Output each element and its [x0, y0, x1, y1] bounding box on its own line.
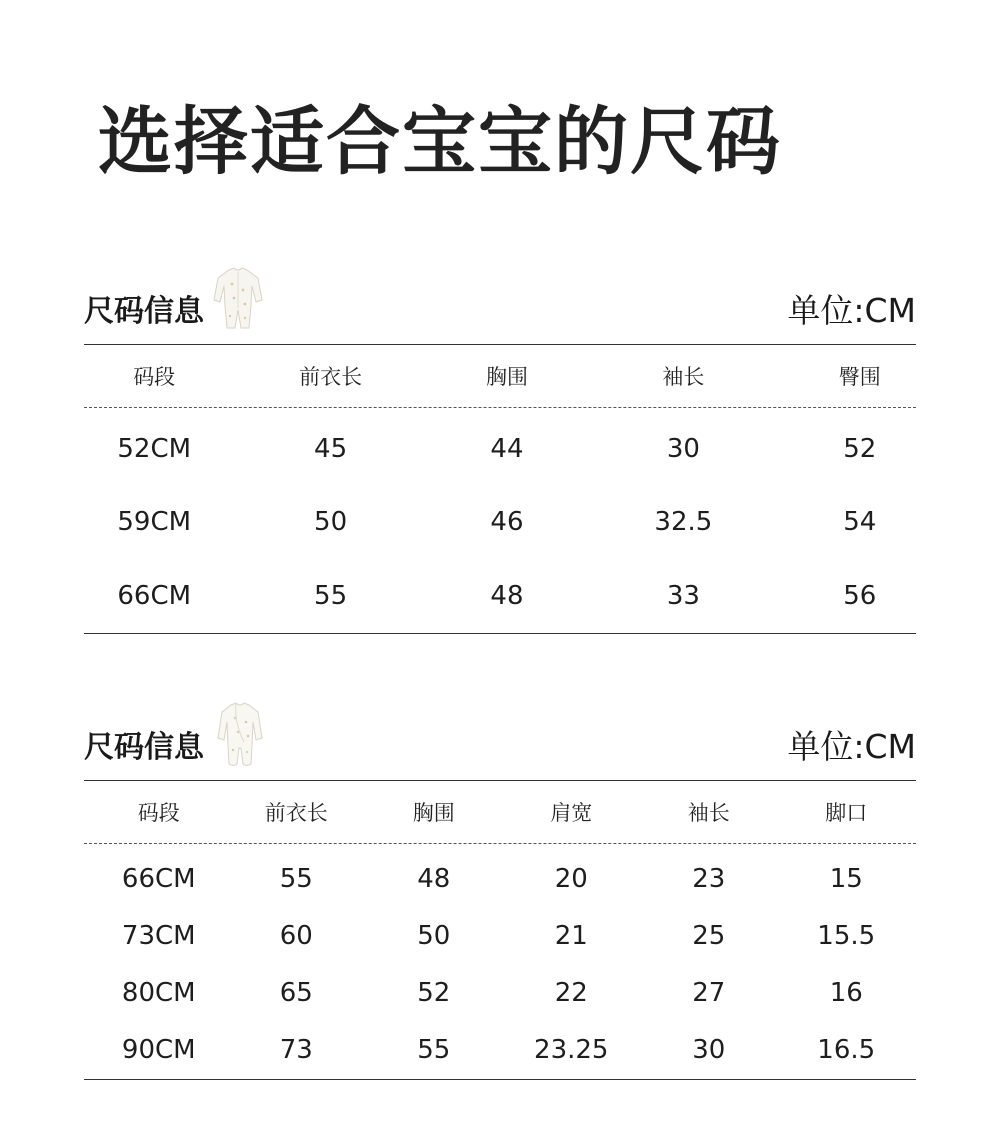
table-cell: 55: [314, 580, 348, 611]
table-cell: 80CM: [121, 977, 196, 1008]
table-cell: 27: [692, 977, 726, 1008]
section-header: [84, 698, 916, 780]
column-header: 肩宽: [550, 801, 593, 825]
table-cell: 60: [279, 920, 313, 951]
column-header: 袖长: [662, 365, 705, 389]
table-row: [84, 486, 916, 560]
table-row: [84, 559, 916, 633]
table-cell: 30: [666, 433, 700, 464]
size-section-1: [84, 262, 916, 634]
page-title: 选择适合宝宝的尺码: [98, 99, 782, 185]
table-header-row: [84, 781, 916, 844]
column-header: 胸围: [412, 801, 455, 825]
column-header: 前衣长: [299, 365, 363, 389]
table-cell: 23: [692, 863, 726, 894]
table-row: [84, 907, 916, 964]
column-header: 臀围: [838, 365, 881, 389]
table-cell: 90CM: [121, 1035, 196, 1066]
section-header: [84, 262, 916, 344]
column-header: 前衣长: [264, 801, 328, 825]
size-table: [84, 780, 916, 1080]
size-section-2: [84, 698, 916, 1080]
table-row: [84, 412, 916, 486]
table-cell: 55: [417, 1035, 451, 1066]
table-cell: 54: [843, 507, 877, 538]
table-header-row: [84, 345, 916, 408]
unit-label: 单位:CM: [787, 291, 916, 330]
table-cell: 44: [490, 433, 524, 464]
long-sleeve-romper-icon: [212, 266, 264, 332]
table-cell: 22: [554, 977, 588, 1008]
table-cell: 25: [692, 920, 726, 951]
table-cell: 52CM: [117, 433, 192, 464]
table-cell: 48: [417, 863, 451, 894]
column-header: 胸围: [485, 365, 528, 389]
table-cell: 15: [829, 863, 863, 894]
column-header: 码段: [137, 801, 180, 825]
table-body: [84, 844, 916, 1079]
unit-label: 单位:CM: [787, 727, 916, 766]
table-cell: 52: [417, 977, 451, 1008]
table-row: [84, 850, 916, 907]
table-cell: 55: [279, 863, 313, 894]
section-label: 尺码信息: [84, 730, 204, 765]
table-row: [84, 964, 916, 1021]
footed-romper-icon: [214, 702, 266, 768]
table-cell: 52: [843, 433, 877, 464]
table-cell: 56: [843, 580, 877, 611]
section-label: 尺码信息: [84, 294, 204, 329]
table-cell: 73: [279, 1035, 313, 1066]
table-cell: 30: [692, 1035, 726, 1066]
table-row: [84, 1022, 916, 1079]
table-cell: 66CM: [121, 863, 196, 894]
table-cell: 21: [554, 920, 588, 951]
table-cell: 15.5: [817, 920, 876, 951]
table-cell: 50: [314, 507, 348, 538]
column-header: 脚口: [825, 801, 868, 825]
size-table: [84, 344, 916, 634]
table-cell: 32.5: [654, 507, 713, 538]
table-cell: 73CM: [121, 920, 196, 951]
table-cell: 20: [554, 863, 588, 894]
table-cell: 65: [279, 977, 313, 1008]
column-header: 袖长: [687, 801, 730, 825]
table-cell: 16.5: [817, 1035, 876, 1066]
table-cell: 50: [417, 920, 451, 951]
table-cell: 48: [490, 580, 524, 611]
table-cell: 66CM: [117, 580, 192, 611]
table-body: [84, 408, 916, 633]
table-cell: 45: [314, 433, 348, 464]
table-cell: 16: [829, 977, 863, 1008]
table-cell: 46: [490, 507, 524, 538]
column-header: 码段: [133, 365, 176, 389]
table-cell: 33: [666, 580, 700, 611]
table-cell: 59CM: [117, 507, 192, 538]
table-cell: 23.25: [534, 1035, 609, 1066]
